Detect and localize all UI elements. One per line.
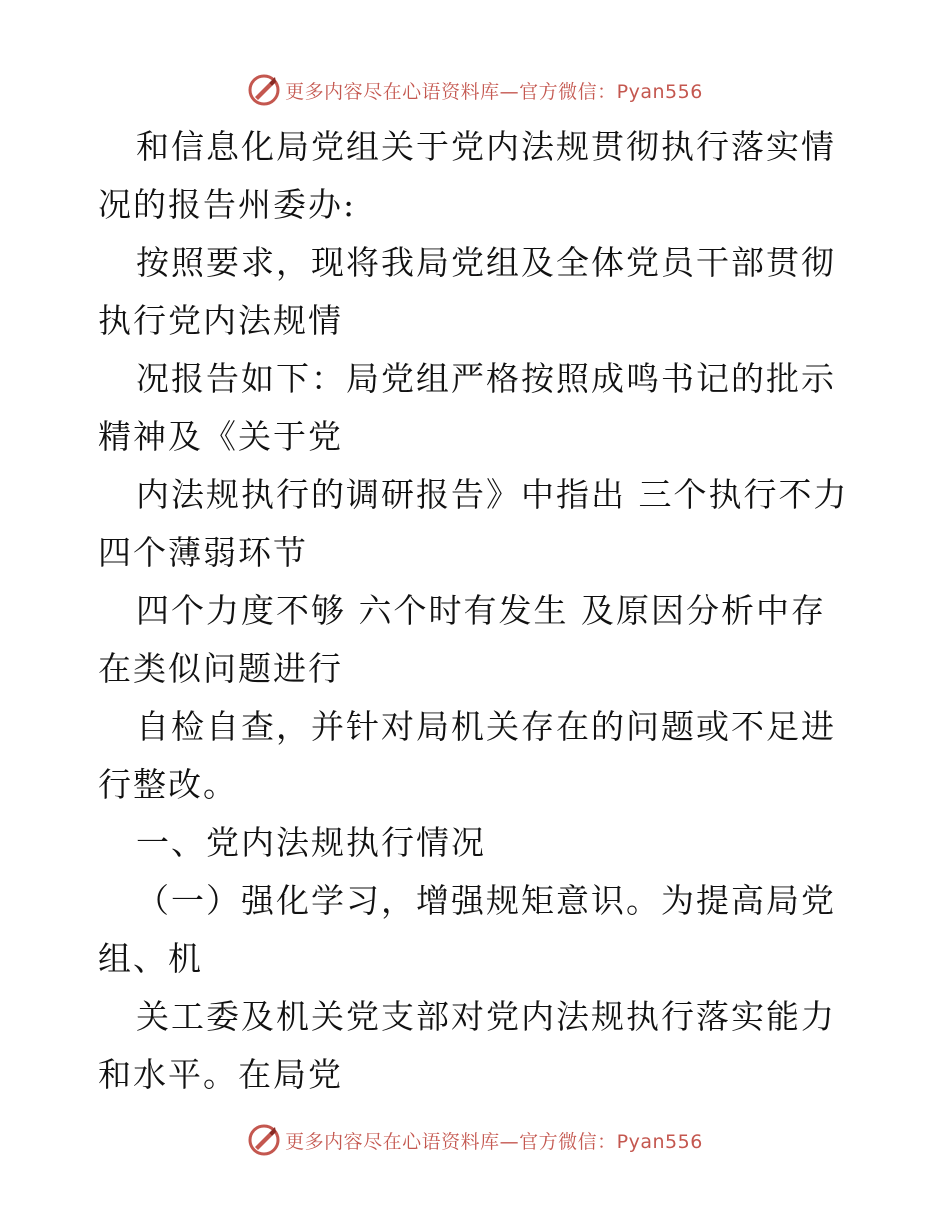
section-heading: 一、党内法规执行情况 <box>136 823 486 862</box>
paragraph: 和信息化局党组关于党内法规贯彻执行落实情况的报告州委办: <box>98 127 836 224</box>
footer-watermark <box>0 1120 950 1160</box>
quill-logo-icon <box>247 1123 281 1157</box>
paragraph: （一）强化学习，增强规矩意识。为提高局党组、机 <box>98 881 836 978</box>
paragraph: 按照要求，现将我局党组及全体党员干部贯彻执行党内法规情 <box>98 243 836 340</box>
paragraph: 四个力度不够 六个时有发生 及原因分析中存在类似问题进行 <box>98 591 826 688</box>
paragraph: 况报告如下：局党组严格按照成鸣书记的批示精神及《关于党 <box>98 359 836 456</box>
quill-logo-icon <box>247 73 281 107</box>
paragraph: 内法规执行的调研报告》中指出 三个执行不力 四个薄弱环节 <box>98 475 849 572</box>
watermark-text: 更多内容尽在心语资料库—官方微信：Pyan556 <box>285 1130 703 1153</box>
header-watermark <box>0 70 950 110</box>
paragraph: 自检自查，并针对局机关存在的问题或不足进行整改。 <box>98 707 836 804</box>
paragraph: 关工委及机关党支部对党内法规执行落实能力和水平。在局党 <box>98 997 836 1094</box>
document-body <box>98 118 858 1104</box>
watermark-text: 更多内容尽在心语资料库—官方微信：Pyan556 <box>285 80 703 103</box>
